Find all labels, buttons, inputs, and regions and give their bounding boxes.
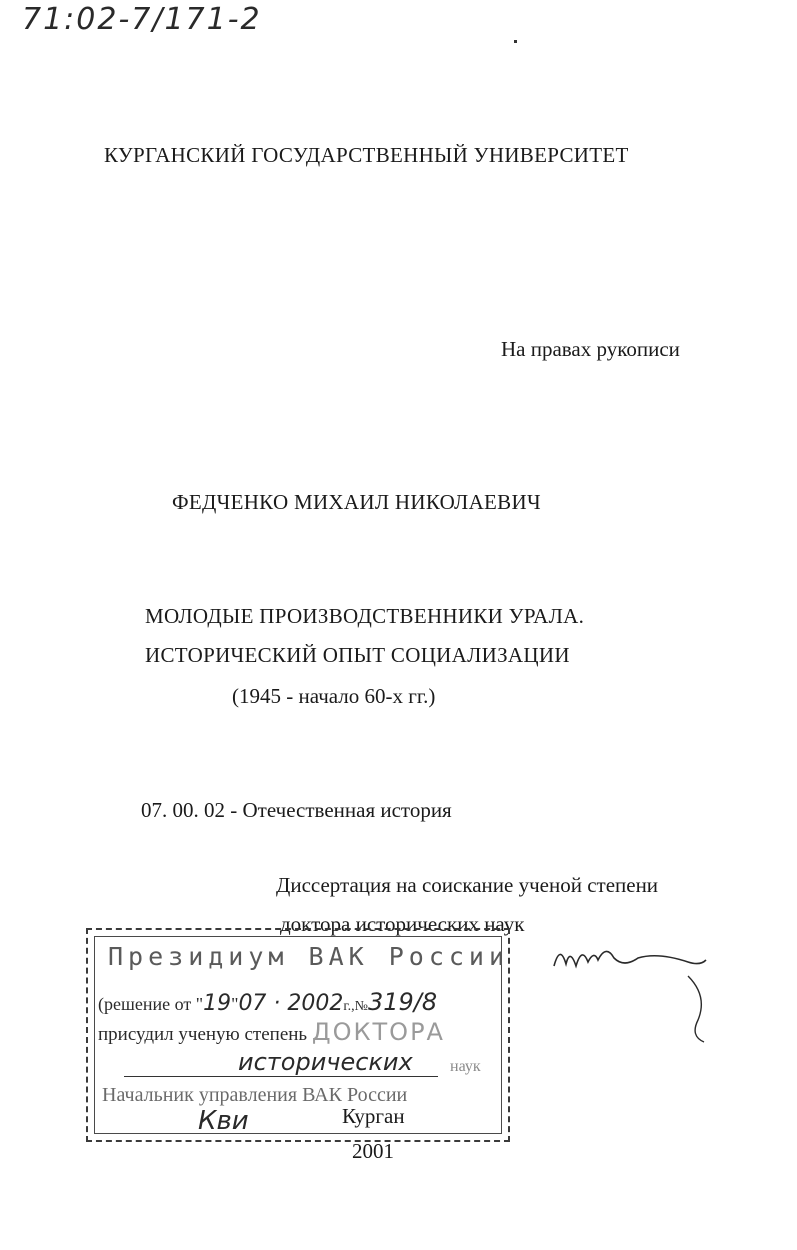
stamp-decision-line: (решение от "19"07 · 2002г.,№319/8 xyxy=(98,988,438,1016)
stamp-title: Президиум ВАК России xyxy=(108,942,510,971)
signature-icon xyxy=(548,936,728,1046)
stamp-awarded-line xyxy=(98,1018,445,1046)
stamp-decision-g: г., xyxy=(343,999,355,1014)
stamp-decision-prefix: (решение от " xyxy=(98,994,204,1014)
title-line-1: МОЛОДЫЕ ПРОИЗВОДСТВЕННИКИ УРАЛА. xyxy=(145,604,585,628)
stamp-chief-signature: Кви xyxy=(198,1106,249,1136)
manuscript-rights: На правах рукописи xyxy=(501,337,680,361)
specialty-code: 07. 00. 02 - Отечественная история xyxy=(141,798,452,822)
degree-line-2: доктора исторических наук xyxy=(280,912,525,936)
stamp-field-suffix: наук xyxy=(450,1058,481,1075)
vak-stamp xyxy=(86,928,510,1142)
stamp-field-handwritten: исторических xyxy=(238,1048,413,1076)
stamp-awarded-degree: ДОКТОРА xyxy=(311,1018,445,1046)
stamp-decision-no-label: № xyxy=(354,999,368,1014)
author-name: ФЕДЧЕНКО МИХАИЛ НИКОЛАЕВИЧ xyxy=(172,490,541,514)
footer-year: 2001 xyxy=(352,1139,394,1163)
stamp-awarded-prefix: присудил ученую степень xyxy=(98,1024,308,1045)
stamp-chief: Начальник управления ВАК России xyxy=(102,1084,408,1106)
university-name: КУРГАНСКИЙ ГОСУДАРСТВЕННЫЙ УНИВЕРСИТЕТ xyxy=(104,143,629,167)
footer-city: Курган xyxy=(342,1104,405,1128)
title-line-2: ИСТОРИЧЕСКИЙ ОПЫТ СОЦИАЛИЗАЦИИ xyxy=(145,643,570,667)
stamp-field-underline xyxy=(124,1076,438,1077)
stamp-decision-day: 19 xyxy=(203,991,232,1016)
stamp-decision-quote: " xyxy=(231,994,239,1014)
title-period: (1945 - начало 60-х гг.) xyxy=(232,684,436,708)
archive-number: 71:02-7/171-2 xyxy=(22,2,262,37)
degree-line-1: Диссертация на соискание ученой степени xyxy=(276,873,659,897)
stamp-decision-number: 319/8 xyxy=(367,988,438,1016)
stamp-decision-year: 2002 xyxy=(287,991,344,1016)
speck-mark xyxy=(514,40,517,43)
stamp-decision-month: 07 xyxy=(238,991,267,1016)
